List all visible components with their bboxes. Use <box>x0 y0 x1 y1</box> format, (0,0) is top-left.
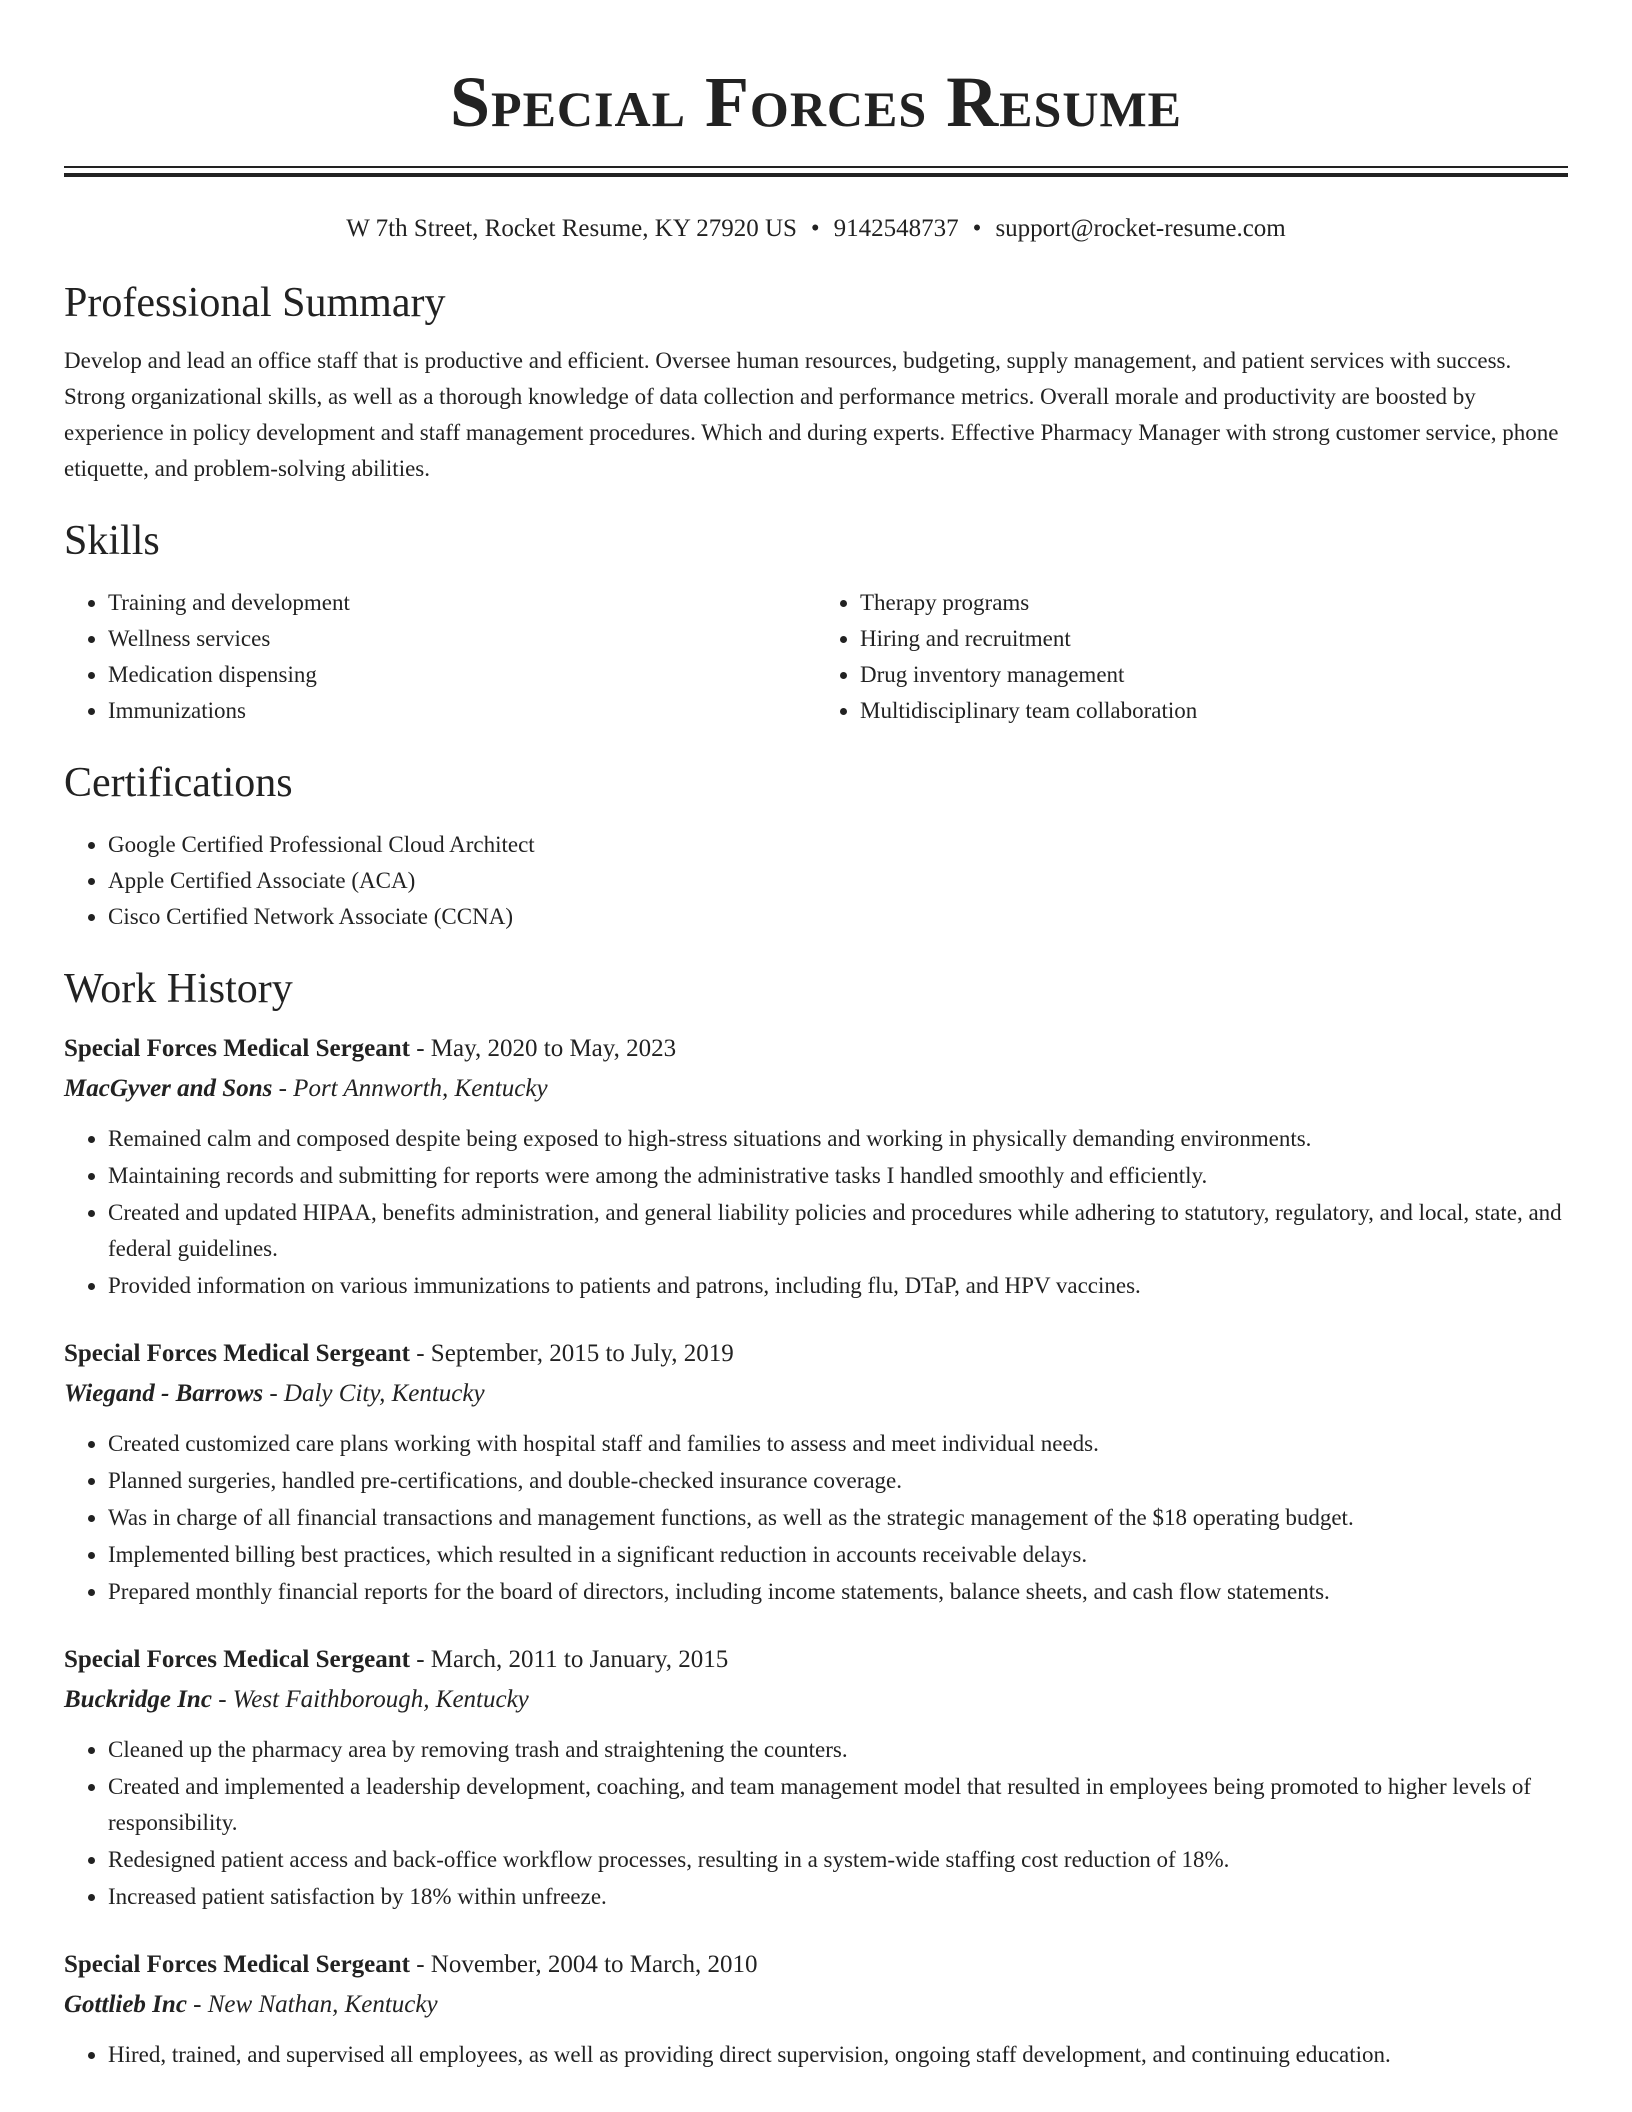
job-bullet: • Hired, trained, and supervised all employees, as well as providing direct supervision, ongoing staff development, and continuing education. <box>108 2037 1568 2073</box>
job-company-line <box>64 1374 1568 1414</box>
skill-item: • Multidisciplinary team collaboration <box>860 693 1568 729</box>
job-location: - New Nathan, Kentucky <box>186 1991 438 2018</box>
job-bullets <box>64 1426 1568 1610</box>
skills-heading: Skills <box>64 518 160 564</box>
skill-item: • Training and development <box>108 585 816 621</box>
job-location: - Daly City, Kentucky <box>263 1380 485 1407</box>
contact-phone: 9142548737 <box>833 215 959 242</box>
resume-title: Special Forces Resume <box>449 62 1182 142</box>
job-bullets <box>64 1121 1568 1304</box>
job-bullet: • Remained calm and composed despite being exposed to high-stress situations and working in physically demanding environments. <box>108 1121 1568 1157</box>
job-bullets <box>64 1732 1568 1915</box>
skills-columns <box>64 585 1568 729</box>
job-location: - Port Annworth, Kentucky <box>272 1075 548 1102</box>
job-bullet: • Increased patient satisfaction by 18% within unfreeze. <box>108 1879 1568 1915</box>
resume-page <box>64 0 1568 2074</box>
summary-text: Develop and lead an office staff that is productive and efficient. Oversee human resources, budgeting, supply management, and patient services with success. Strong organizational skills, as well as a thorough knowledge of data collection and performance metrics. Overall morale and productivity are boosted by experience in policy development and staff management procedures. Which and during experts. Effective Pharmacy Manager with strong customer service, phone etiquette, and problem-solving abilities. <box>64 348 1559 481</box>
job-title-line <box>64 1029 1568 1069</box>
job-bullet: • Provided information on various immunizations to patients and patrons, including flu, DTaP, and HPV vaccines. <box>108 1268 1568 1304</box>
skills-list-left <box>64 585 816 729</box>
skills-section <box>64 515 1568 729</box>
work-history-section <box>64 963 1568 2073</box>
contact-email: support@rocket-resume.com <box>995 215 1286 242</box>
job-title: Special Forces Medical Sergeant <box>64 1035 410 1062</box>
job-bullet: • Created and implemented a leadership development, coaching, and team management model that resulted in employees being promoted to higher levels of responsibility. <box>108 1769 1568 1841</box>
summary-section <box>64 277 1568 487</box>
job-company-line <box>64 1680 1568 1720</box>
job-bullet: • Implemented billing best practices, which resulted in a significant reduction in accounts receivable delays. <box>108 1537 1568 1573</box>
job-entry <box>64 1334 1568 1610</box>
title-rule-thin <box>64 166 1568 168</box>
skills-list-right <box>816 585 1568 729</box>
job-bullet: • Cleaned up the pharmacy area by removing trash and straightening the counters. <box>108 1732 1568 1768</box>
job-company: MacGyver and Sons <box>64 1075 273 1102</box>
job-dates: - May, 2020 to May, 2023 <box>409 1035 677 1062</box>
contact-separator: • <box>810 215 820 242</box>
job-bullet: • Planned surgeries, handled pre-certifications, and double-checked insurance coverage. <box>108 1463 1568 1499</box>
job-company-line <box>64 1985 1568 2025</box>
certifications-heading: Certifications <box>64 760 293 806</box>
job-title: Special Forces Medical Sergeant <box>64 1951 410 1978</box>
job-company: Buckridge Inc <box>64 1686 212 1713</box>
certification-item: • Apple Certified Associate (ACA) <box>108 863 1568 899</box>
skill-item: • Hiring and recruitment <box>860 621 1568 657</box>
job-entry <box>64 1640 1568 1915</box>
skill-item: • Therapy programs <box>860 585 1568 621</box>
job-bullet: • Redesigned patient access and back-office workflow processes, resulting in a system-wide staffing cost reduction of 18%. <box>108 1842 1568 1878</box>
job-dates: - September, 2015 to July, 2019 <box>409 1340 734 1367</box>
job-title: Special Forces Medical Sergeant <box>64 1340 410 1367</box>
skill-item: • Immunizations <box>108 693 816 729</box>
job-title: Special Forces Medical Sergeant <box>64 1646 410 1673</box>
contact-address: W 7th Street, Rocket Resume, KY 27920 US <box>346 215 797 242</box>
job-title-line <box>64 1945 1568 1985</box>
job-bullets <box>64 2037 1568 2073</box>
job-entry <box>64 1029 1568 1304</box>
job-entry <box>64 1945 1568 2073</box>
skill-item: • Medication dispensing <box>108 657 816 693</box>
job-company: Wiegand - Barrows <box>64 1380 264 1407</box>
job-company: Gottlieb Inc <box>64 1991 187 2018</box>
job-bullet: • Created and updated HIPAA, benefits administration, and general liability policies and procedures while adhering to statutory, regulatory, and local, state, and federal guidelines. <box>108 1195 1568 1267</box>
job-dates: - November, 2004 to March, 2010 <box>409 1951 758 1978</box>
job-title-line <box>64 1640 1568 1680</box>
certification-item: • Cisco Certified Network Associate (CCNA) <box>108 899 1568 935</box>
job-title-line <box>64 1334 1568 1374</box>
certification-item: • Google Certified Professional Cloud Architect <box>108 827 1568 863</box>
work-history-heading: Work History <box>64 966 293 1012</box>
job-location: - West Faithborough, Kentucky <box>211 1686 529 1713</box>
job-dates: - March, 2011 to January, 2015 <box>409 1646 729 1673</box>
job-bullet: • Prepared monthly financial reports for the board of directors, including income statements, balance sheets, and cash flow statements. <box>108 1574 1568 1610</box>
summary-heading: Professional Summary <box>64 280 446 326</box>
job-bullet: • Created customized care plans working with hospital staff and families to assess and meet individual needs. <box>108 1426 1568 1462</box>
skill-item: • Wellness services <box>108 621 816 657</box>
job-bullet: • Maintaining records and submitting for reports were among the administrative tasks I handled smoothly and efficiently. <box>108 1158 1568 1194</box>
certifications-section <box>64 757 1568 935</box>
title-rule-thick <box>64 173 1568 177</box>
contact-line <box>64 213 1568 245</box>
contact-separator: • <box>972 215 982 242</box>
certifications-list <box>64 827 1568 935</box>
job-company-line <box>64 1069 1568 1109</box>
job-bullet: • Was in charge of all financial transactions and management functions, as well as the strategic management of the $18 operating budget. <box>108 1500 1568 1536</box>
skill-item: • Drug inventory management <box>860 657 1568 693</box>
